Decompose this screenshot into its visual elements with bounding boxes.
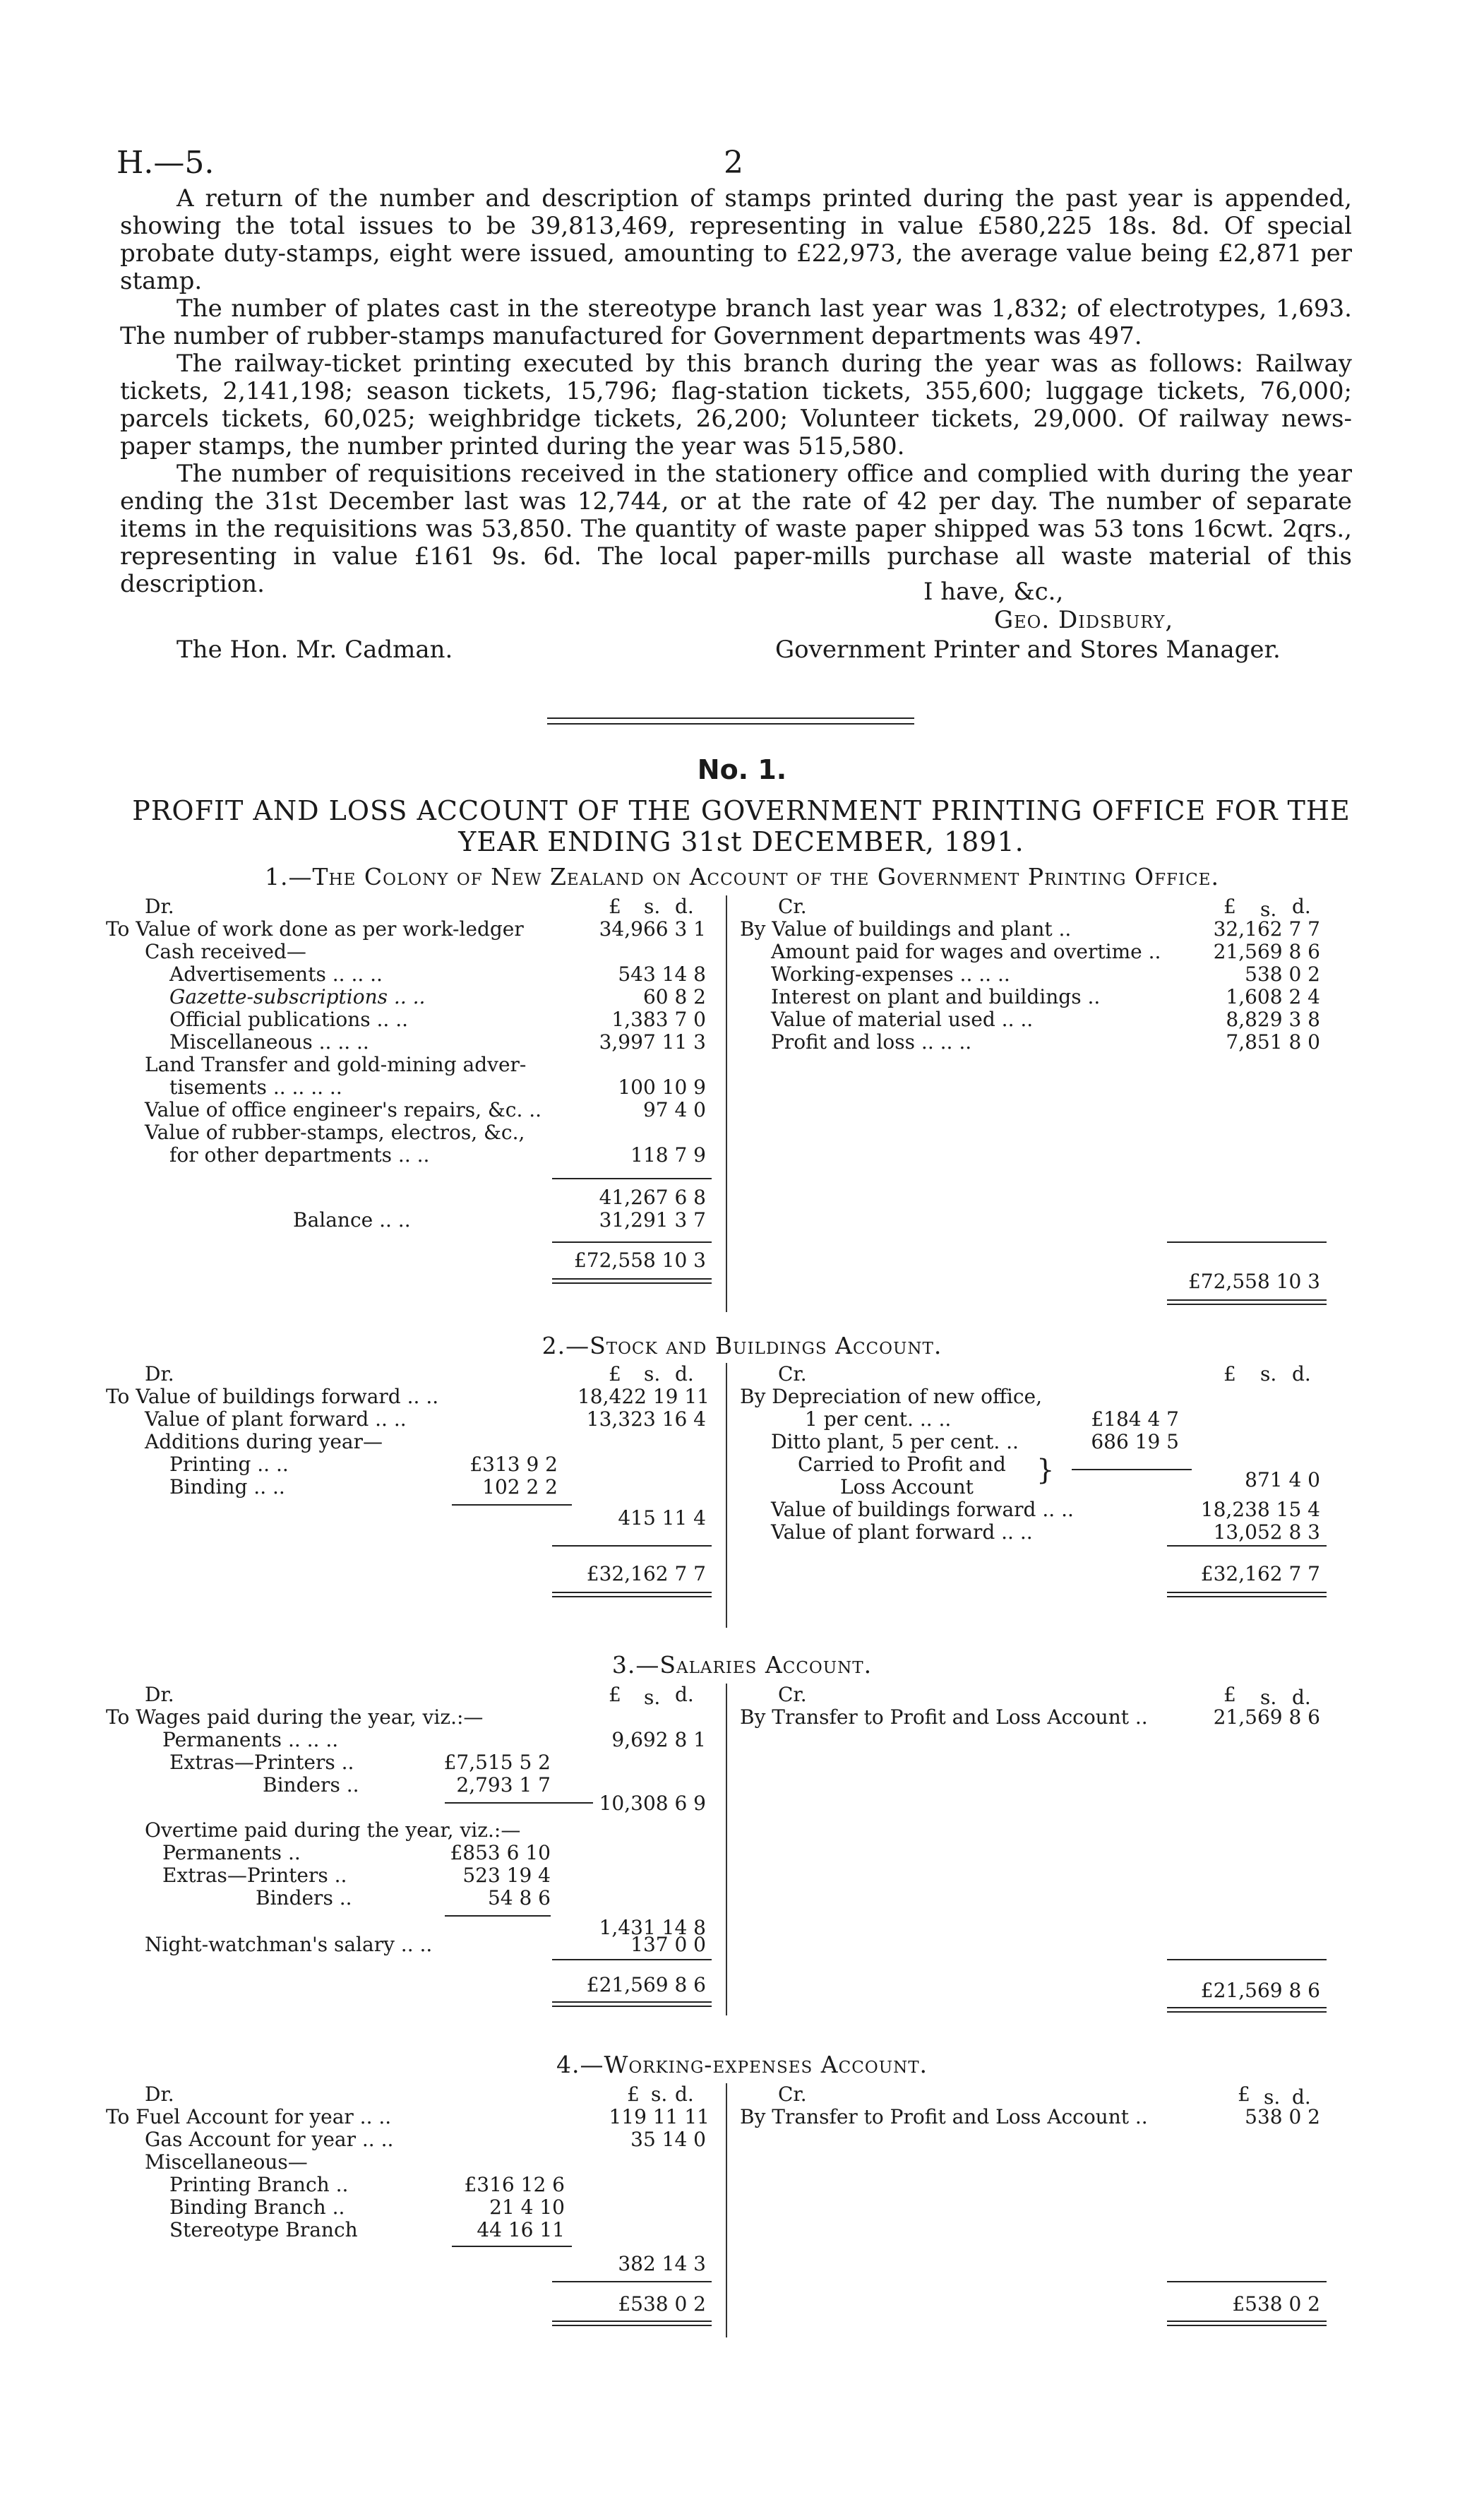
cr-amount: 32,162 7 7 xyxy=(1213,917,1320,941)
pence-heading: d. xyxy=(675,1362,694,1386)
pence-heading: d. xyxy=(675,895,694,918)
dr-total: £72,558 10 3 xyxy=(573,1249,706,1272)
main-title-line-1: PROFIT AND LOSS ACCOUNT OF THE GOVERNMENT PRINTING OFFICE FOR THE xyxy=(132,795,1351,826)
dr-amount: 100 10 9 xyxy=(618,1076,706,1099)
dr-label: Land Transfer and gold-mining adver- xyxy=(145,1053,527,1076)
ledger-divider xyxy=(726,1684,727,2015)
total-double-rule xyxy=(1167,1592,1327,1597)
cr-carried-line-2: Loss Account xyxy=(840,1475,974,1499)
cr-carried-amount: 871 4 0 xyxy=(1245,1468,1320,1491)
cr-amount: 7,851 8 0 xyxy=(1226,1030,1320,1054)
wages-label: To Wages paid during the year, viz.:— xyxy=(106,1705,484,1729)
total-rule xyxy=(552,1545,712,1547)
dr-label: Advertisements .. .. .. xyxy=(169,963,383,986)
ot-permanents-label: Permanents .. xyxy=(162,1841,301,1864)
shillings-heading: s. xyxy=(644,895,661,918)
shillings-heading: s. xyxy=(651,2083,668,2106)
dr-amount: 34,966 3 1 xyxy=(599,917,706,941)
dr-label: To Value of work done as per work-ledger xyxy=(106,917,524,941)
total-rule xyxy=(1167,2281,1327,2282)
pence-heading: d. xyxy=(1292,1362,1311,1386)
paragraph-railway-tickets: The railway-ticket printing executed by this branch during the year was as follows: Railway tickets, 2,141,198; season tickets, 15,796; flag-station tickets, 355,600; luggage tickets, 76,000; parcels tickets, 60,025; weighbridge tickets, 26,200; Volunteer tickets, 29,000. Of railway news-paper stamps, the number printed during the year was 515,580. xyxy=(120,350,1352,460)
printing-label: Printing .. .. xyxy=(169,1453,289,1476)
cr-ditto-subamount: 686 19 5 xyxy=(1091,1430,1179,1453)
cr-amount: 13,052 8 3 xyxy=(1213,1520,1320,1544)
pence-heading: d. xyxy=(675,1683,694,1706)
account-2-title: 2.—Stock and Buildings Account. xyxy=(541,1332,943,1359)
paragraph-stamps: A return of the number and description of stamps printed during the past year is appended, showing the total issues to be 39,813,469, representing in value £580,225 18s. 8d. Of special probate duty-stamps, eight were issued, amounting to £22,973, the average value being £2,871 per stamp. xyxy=(120,184,1352,295)
cr-depreciation-rate: 1 per cent. .. .. xyxy=(805,1407,952,1431)
paragraph-plates: The number of plates cast in the stereotype branch last year was 1,832; of electrotypes, 1,693. The number of rubber-stamps manufactured for Government departments was 497. xyxy=(120,294,1352,350)
ot-binders-subamount: 54 8 6 xyxy=(487,1886,551,1910)
cr-amount: 8,829 3 8 xyxy=(1226,1008,1320,1031)
ot-printers-subamount: 523 19 4 xyxy=(462,1864,551,1887)
cr-amount: 538 0 2 xyxy=(1245,963,1320,986)
pence-heading: d. xyxy=(1292,1686,1311,1709)
total-rule xyxy=(552,2281,712,2282)
additions-amount: 415 11 4 xyxy=(618,1506,706,1530)
account-2-ledger xyxy=(106,1363,1348,1631)
printing-subamount: £313 9 2 xyxy=(469,1453,558,1476)
ot-printers-label: Extras—Printers .. xyxy=(162,1864,347,1887)
dr-total: £21,569 8 6 xyxy=(586,1973,706,1996)
cr-heading: Cr. xyxy=(778,2083,807,2106)
number-heading: No. 1. xyxy=(697,754,787,785)
cr-heading: Cr. xyxy=(778,1362,807,1386)
dr-amount: 3,997 11 3 xyxy=(599,1030,706,1054)
cr-amount: 21,569 8 6 xyxy=(1213,1705,1320,1729)
total-rule xyxy=(1167,1545,1327,1547)
overtime-label: Overtime paid during the year, viz.:— xyxy=(145,1818,521,1842)
total-rule xyxy=(552,1241,712,1243)
pence-heading: d. xyxy=(1292,2085,1311,2109)
cr-total: £72,558 10 3 xyxy=(1187,1270,1320,1293)
dr-label: Cash received— xyxy=(145,940,306,963)
dr-amount: 543 14 8 xyxy=(618,963,706,986)
pence-heading: d. xyxy=(1292,895,1311,918)
total-double-rule xyxy=(552,2001,712,2007)
dr-amount: 13,323 16 4 xyxy=(586,1407,706,1431)
section-divider xyxy=(547,717,914,725)
cr-label: By Value of buildings and plant .. xyxy=(740,917,1072,941)
dr-amount: 118 7 9 xyxy=(630,1143,706,1167)
ledger-divider xyxy=(726,895,727,1312)
pounds-heading: £ xyxy=(609,895,621,918)
extras-printers-label: Extras—Printers .. xyxy=(169,1751,354,1774)
dr-heading: Dr. xyxy=(145,1362,174,1386)
misc-total: 382 14 3 xyxy=(618,2252,706,2275)
shillings-heading: s. xyxy=(1260,898,1277,921)
total-double-rule xyxy=(1167,1299,1327,1305)
document-reference: H.—5. xyxy=(116,145,215,181)
cr-label: Working-expenses .. .. .. xyxy=(771,963,1010,986)
binding-subamount: 102 2 2 xyxy=(482,1475,558,1499)
pounds-heading: £ xyxy=(627,2083,640,2106)
total-double-rule xyxy=(1167,2321,1327,2326)
main-title-line-2: YEAR ENDING 31st DECEMBER, 1891. xyxy=(458,826,1024,857)
dr-label: Value of rubber-stamps, electros, &c., xyxy=(145,1121,525,1144)
report-body xyxy=(120,185,1352,598)
cr-amount: 18,238 15 4 xyxy=(1200,1498,1320,1521)
cr-ditto-label: Ditto plant, 5 per cent. .. xyxy=(771,1430,1019,1453)
binders-subamount: 2,793 1 7 xyxy=(456,1773,551,1797)
cr-total: £32,162 7 7 xyxy=(1200,1562,1320,1585)
dr-label: tisements .. .. .. .. xyxy=(169,1076,342,1099)
dr-subtotal: 41,267 6 8 xyxy=(599,1186,706,1209)
shillings-heading: s. xyxy=(644,1686,661,1709)
ot-permanents-subamount: £853 6 10 xyxy=(450,1841,551,1864)
dr-label: for other departments .. .. xyxy=(169,1143,430,1167)
permanents-label: Permanents .. .. .. xyxy=(162,1728,339,1751)
dr-label: Value of office engineer's repairs, &c. .. xyxy=(145,1098,542,1121)
cr-total: £538 0 2 xyxy=(1232,2292,1320,2316)
cr-amount: 538 0 2 xyxy=(1245,2105,1320,2128)
night-watchman-amount: 137 0 0 xyxy=(630,1933,706,1956)
account-3-title: 3.—Salaries Account. xyxy=(611,1651,873,1679)
gas-label: Gas Account for year .. .. xyxy=(145,2128,394,2151)
permanents-amount: 9,692 8 1 xyxy=(611,1728,706,1751)
dr-label: Gazette-subscriptions .. .. xyxy=(169,985,426,1008)
cr-carried-line-1: Carried to Profit and xyxy=(798,1453,1006,1476)
pounds-heading: £ xyxy=(1223,895,1236,918)
account-3-ledger xyxy=(106,1684,1348,2037)
cr-label: Value of buildings forward .. .. xyxy=(771,1498,1074,1521)
account-4-ledger xyxy=(106,2083,1348,2352)
binding-branch-label: Binding Branch .. xyxy=(169,2196,345,2219)
night-watchman-label: Night-watchman's salary .. .. xyxy=(145,1933,433,1956)
pounds-heading: £ xyxy=(1223,1362,1236,1386)
total-rule xyxy=(552,1959,712,1960)
ledger-divider xyxy=(726,1363,727,1628)
dr-label: Miscellaneous .. .. .. xyxy=(169,1030,369,1054)
ledger-divider xyxy=(726,2083,727,2337)
cr-label: Amount paid for wages and overtime .. xyxy=(771,940,1161,963)
ot-binders-label: Binders .. xyxy=(256,1886,352,1910)
binding-label: Binding .. .. xyxy=(169,1475,285,1499)
binding-branch-subamount: 21 4 10 xyxy=(489,2196,565,2219)
cr-label: Value of material used .. .. xyxy=(771,1008,1034,1031)
balance-amount: 31,291 3 7 xyxy=(599,1208,706,1232)
brace-icon: } xyxy=(1036,1454,1055,1487)
account-1-title: 1.—The Colony of New Zealand on Account of the Government Printing Office. xyxy=(265,863,1219,890)
total-double-rule xyxy=(1167,2007,1327,2013)
page-number: 2 xyxy=(724,145,743,181)
cr-label: By Transfer to Profit and Loss Account .. xyxy=(740,2105,1148,2128)
dr-total: £538 0 2 xyxy=(618,2292,706,2316)
pounds-heading: £ xyxy=(609,1362,621,1386)
cr-total: £21,569 8 6 xyxy=(1200,1979,1320,2002)
total-double-rule xyxy=(552,1278,712,1284)
cr-label: By Transfer to Profit and Loss Account .. xyxy=(740,1705,1148,1729)
binders-label: Binders .. xyxy=(263,1773,359,1797)
cr-amount: 1,608 2 4 xyxy=(1226,985,1320,1008)
dr-heading: Dr. xyxy=(145,2083,174,2106)
pounds-heading: £ xyxy=(1238,2083,1250,2106)
account-1-ledger xyxy=(106,895,1348,1319)
dr-label: Value of plant forward .. .. xyxy=(145,1407,407,1431)
shillings-heading: s. xyxy=(1260,1686,1277,1709)
stereotype-branch-label: Stereotype Branch xyxy=(169,2218,358,2241)
subtotal-rule xyxy=(445,1915,551,1917)
account-4-title: 4.—Working-expenses Account. xyxy=(556,2051,928,2078)
extras-printers-subamount: £7,515 5 2 xyxy=(443,1751,551,1774)
dr-amount: 97 4 0 xyxy=(642,1098,706,1121)
wages-total: 10,308 6 9 xyxy=(599,1792,706,1815)
printing-branch-label: Printing Branch .. xyxy=(169,2173,349,2196)
cr-heading: Cr. xyxy=(778,1683,807,1706)
cr-label: Interest on plant and buildings .. xyxy=(771,985,1101,1008)
paragraph-requisitions: The number of requisitions received in the stationery office and complied with during the year ending the 31st December last was 12,744, or at the rate of 42 per day. The number of separate items in the requisitions was 53,850. The quantity of waste paper shipped was 53 tons 16cwt. 2qrs., representing in value £161 9s. 6d. The local paper-mills purchase all waste material of this description. xyxy=(120,460,1352,598)
cr-depreciation-subamount: £184 4 7 xyxy=(1091,1407,1179,1431)
total-double-rule xyxy=(552,2321,712,2326)
fuel-amount: 119 11 11 xyxy=(609,2105,710,2128)
total-rule xyxy=(1167,1241,1327,1243)
cr-amount: 21,569 8 6 xyxy=(1213,940,1320,963)
dr-label: Additions during year— xyxy=(145,1430,383,1453)
pence-heading: d. xyxy=(675,2083,694,2106)
dr-total: £32,162 7 7 xyxy=(586,1562,706,1585)
subtotal-rule xyxy=(452,1504,572,1506)
printing-branch-subamount: £316 12 6 xyxy=(464,2173,565,2196)
fuel-label: To Fuel Account for year .. .. xyxy=(106,2105,392,2128)
balance-label: Balance .. .. xyxy=(293,1208,411,1232)
shillings-heading: s. xyxy=(644,1362,661,1386)
signatory-name: Geo. Didsbury, xyxy=(994,606,1174,634)
gas-amount: 35 14 0 xyxy=(630,2128,706,2151)
dr-amount: 1,383 7 0 xyxy=(611,1008,706,1031)
addressee: The Hon. Mr. Cadman. xyxy=(176,636,453,664)
main-title xyxy=(106,795,1377,857)
cr-heading: Cr. xyxy=(778,895,807,918)
signatory-title: Government Printer and Stores Manager. xyxy=(775,636,1281,664)
pounds-heading: £ xyxy=(609,1683,621,1706)
shillings-heading: s. xyxy=(1260,1362,1277,1386)
pounds-heading: £ xyxy=(1223,1683,1236,1706)
dr-amount: 18,422 19 11 xyxy=(577,1385,710,1408)
total-double-rule xyxy=(552,1592,712,1597)
cr-label: Profit and loss .. .. .. xyxy=(771,1030,972,1054)
dr-heading: Dr. xyxy=(145,1683,174,1706)
total-rule xyxy=(1167,1959,1327,1960)
shillings-heading: s. xyxy=(1264,2085,1281,2109)
overtime-total: 1,431 14 8 xyxy=(599,1916,706,1939)
dr-heading: Dr. xyxy=(145,895,174,918)
cr-label: Value of plant forward .. .. xyxy=(771,1520,1033,1544)
subtotal-rule xyxy=(552,1178,712,1179)
misc-label: Miscellaneous— xyxy=(145,2150,308,2174)
cr-depreciation-label: By Depreciation of new office, xyxy=(740,1385,1042,1408)
stereotype-branch-subamount: 44 16 11 xyxy=(477,2218,565,2241)
dr-amount: 60 8 2 xyxy=(642,985,706,1008)
page-header xyxy=(116,145,1373,187)
dr-label: Official publications .. .. xyxy=(169,1008,409,1031)
subtotal-rule xyxy=(452,2246,572,2247)
dr-label: To Value of buildings forward .. .. xyxy=(106,1385,439,1408)
closing: I have, &c., xyxy=(923,578,1064,606)
